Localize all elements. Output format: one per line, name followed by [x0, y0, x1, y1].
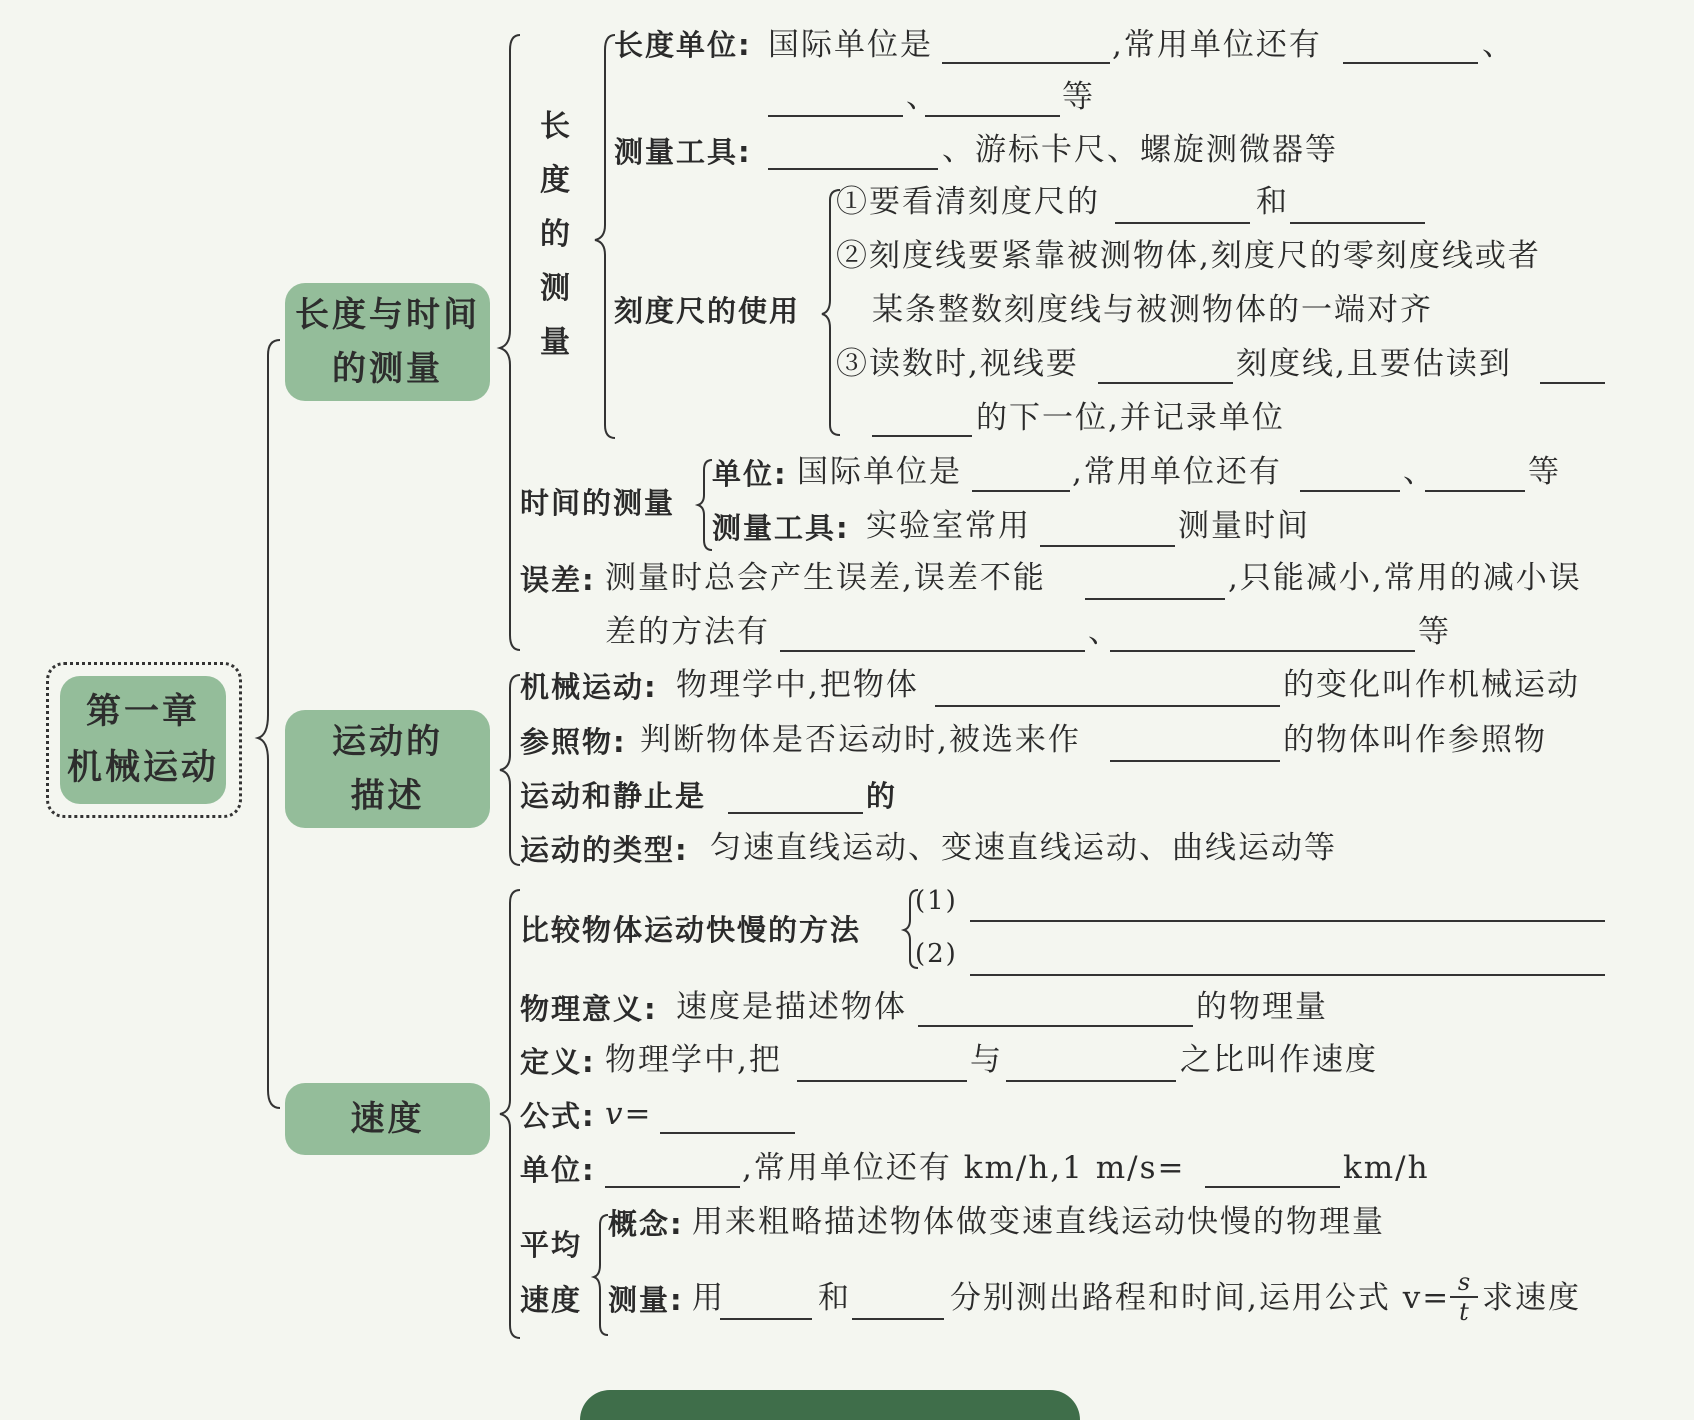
ruler-rule-1a: ①要看清刻度尺的: [836, 184, 1100, 220]
definition-text3: 之比叫作速度: [1180, 1042, 1378, 1078]
reference-text1: 判断物体是否运动时,被选来作: [640, 722, 1081, 758]
error-label: 误差:: [520, 563, 596, 597]
node-length-time-line2: 的测量: [332, 349, 443, 389]
time-unit-text4: 等: [1528, 454, 1561, 490]
concept-label: 概念:: [608, 1207, 684, 1241]
measure-text1: 用: [692, 1280, 725, 1316]
length-unit-text1: 国际单位是: [768, 27, 933, 63]
blank: [1085, 598, 1225, 600]
time-tool-label: 测量工具:: [712, 511, 850, 545]
blank: [720, 1318, 812, 1320]
formula-text: v=: [605, 1096, 653, 1132]
blank: [768, 168, 938, 170]
physical-meaning-label: 物理意义:: [520, 992, 658, 1026]
length-unit-text5: 等: [1062, 79, 1095, 115]
length-unit-text2: ,常用单位还有: [1112, 27, 1322, 63]
blank: [1040, 545, 1175, 547]
speed-unit-text2: km/h: [1343, 1150, 1430, 1186]
blank: [1290, 222, 1425, 224]
error-text1: 测量时总会产生误差,误差不能: [605, 560, 1046, 596]
relative-text: 的: [866, 779, 898, 813]
motion-type-text: 匀速直线运动、变速直线运动、曲线运动等: [710, 830, 1337, 866]
definition-label: 定义:: [520, 1045, 596, 1079]
ruler-rule-2b: 某条整数刻度线与被测物体的一端对齐: [872, 292, 1433, 328]
length-tool-label: 测量工具:: [614, 135, 752, 169]
blank: [1110, 650, 1415, 652]
error-text4: 、: [1088, 614, 1121, 650]
node-motion-desc-line2: 描述: [350, 776, 425, 816]
root-line2: 机械运动: [66, 748, 219, 788]
measure-label: 测量:: [608, 1283, 684, 1317]
error-text3: 差的方法有: [605, 614, 770, 650]
concept-text: 用来粗略描述物体做变速直线运动快慢的物理量: [692, 1204, 1385, 1240]
length-unit-text4: 、: [906, 79, 939, 115]
time-unit-text2: ,常用单位还有: [1072, 454, 1282, 490]
speed-fraction: [1450, 1268, 1478, 1326]
ruler-use-label: 刻度尺的使用: [614, 294, 801, 328]
blank: [797, 1080, 967, 1082]
blank: [1098, 382, 1233, 384]
blank: [1425, 490, 1525, 492]
blank: [1006, 1080, 1176, 1082]
blank: [1205, 1186, 1340, 1188]
root-line1: 第一章: [85, 692, 200, 732]
blank: [1300, 490, 1400, 492]
node-length-time-line1: 长度与时间: [295, 295, 480, 335]
ruler-rule-3a: ③读数时,视线要: [836, 346, 1079, 382]
fraction-denominator: t: [1459, 1298, 1469, 1326]
blank: [942, 62, 1110, 64]
node-motion-desc-line1: 运动的: [332, 722, 443, 762]
compare-method-2: (2): [915, 939, 958, 969]
ruler-rule-1b: 和: [1256, 184, 1289, 220]
blank: [1115, 222, 1250, 224]
measure-text3: 分别测出路程和时间,运用公式 v=: [950, 1280, 1451, 1316]
mech-motion-text2: 的变化叫作机械运动: [1283, 667, 1580, 703]
blank: [660, 1132, 795, 1134]
length-unit-text3: 、: [1482, 27, 1515, 63]
definition-text2: 与: [970, 1042, 1003, 1078]
bottom-decoration-bar: [580, 1390, 1080, 1420]
root-node: [60, 676, 226, 804]
relative-label: 运动和静止是: [520, 779, 707, 813]
node-speed-label: 速度: [350, 1099, 425, 1139]
blank: [1343, 62, 1478, 64]
formula-label: 公式:: [520, 1099, 596, 1133]
ruler-rule-3c: 的下一位,并记录单位: [976, 400, 1285, 436]
time-tool-text1: 实验室常用: [866, 508, 1031, 544]
length-tool-text: 、游标卡尺、螺旋测微器等: [942, 132, 1338, 168]
average-speed-label-2: 速度: [520, 1283, 583, 1317]
blank: [970, 974, 1605, 976]
measure-text4: 求速度: [1482, 1280, 1581, 1316]
length-unit-label: 长度单位:: [614, 28, 752, 62]
blank: [872, 435, 972, 437]
fraction-numerator: s: [1450, 1268, 1478, 1298]
compare-methods-label: 比较物体运动快慢的方法: [520, 913, 862, 947]
time-unit-text1: 国际单位是: [797, 454, 962, 490]
blank: [925, 115, 1060, 117]
error-text5: 等: [1418, 614, 1451, 650]
blank: [935, 705, 1280, 707]
time-unit-label: 单位:: [712, 457, 788, 491]
reference-text2: 的物体叫作参照物: [1283, 722, 1547, 758]
mech-motion-label: 机械运动:: [520, 670, 658, 704]
length-measure-vertical-label: 长 度 的 测 量: [540, 109, 570, 360]
blank: [780, 650, 1085, 652]
blank: [970, 920, 1605, 922]
ruler-rule-2a: ②刻度线要紧靠被测物体,刻度尺的零刻度线或者: [836, 238, 1541, 274]
node-motion-desc: [285, 710, 490, 828]
measure-text2: 和: [818, 1280, 851, 1316]
blank: [1540, 382, 1605, 384]
blank: [728, 812, 863, 814]
node-length-time: [285, 283, 490, 401]
node-speed: [285, 1083, 490, 1155]
physical-meaning-text1: 速度是描述物体: [676, 989, 907, 1025]
blank: [1110, 760, 1280, 762]
mech-motion-text1: 物理学中,把物体: [676, 667, 919, 703]
physical-meaning-text2: 的物理量: [1196, 989, 1328, 1025]
ruler-rule-3b: 刻度线,且要估读到: [1236, 346, 1512, 382]
error-text2: ,只能减小,常用的减小误: [1228, 560, 1582, 596]
speed-unit-label: 单位:: [520, 1153, 596, 1187]
blank: [605, 1186, 740, 1188]
time-tool-text2: 测量时间: [1178, 508, 1310, 544]
time-measure-label: 时间的测量: [520, 486, 676, 520]
blank: [972, 490, 1070, 492]
blank: [852, 1318, 944, 1320]
blank: [918, 1025, 1193, 1027]
definition-text1: 物理学中,把: [605, 1042, 782, 1078]
time-unit-text3: 、: [1403, 454, 1436, 490]
average-speed-label-1: 平均: [520, 1228, 583, 1262]
compare-method-1: (1): [915, 886, 958, 916]
motion-type-label: 运动的类型:: [520, 833, 689, 867]
reference-label: 参照物:: [520, 725, 627, 759]
speed-unit-text1: ,常用单位还有 km/h,1 m/s=: [742, 1150, 1186, 1186]
blank: [768, 115, 903, 117]
